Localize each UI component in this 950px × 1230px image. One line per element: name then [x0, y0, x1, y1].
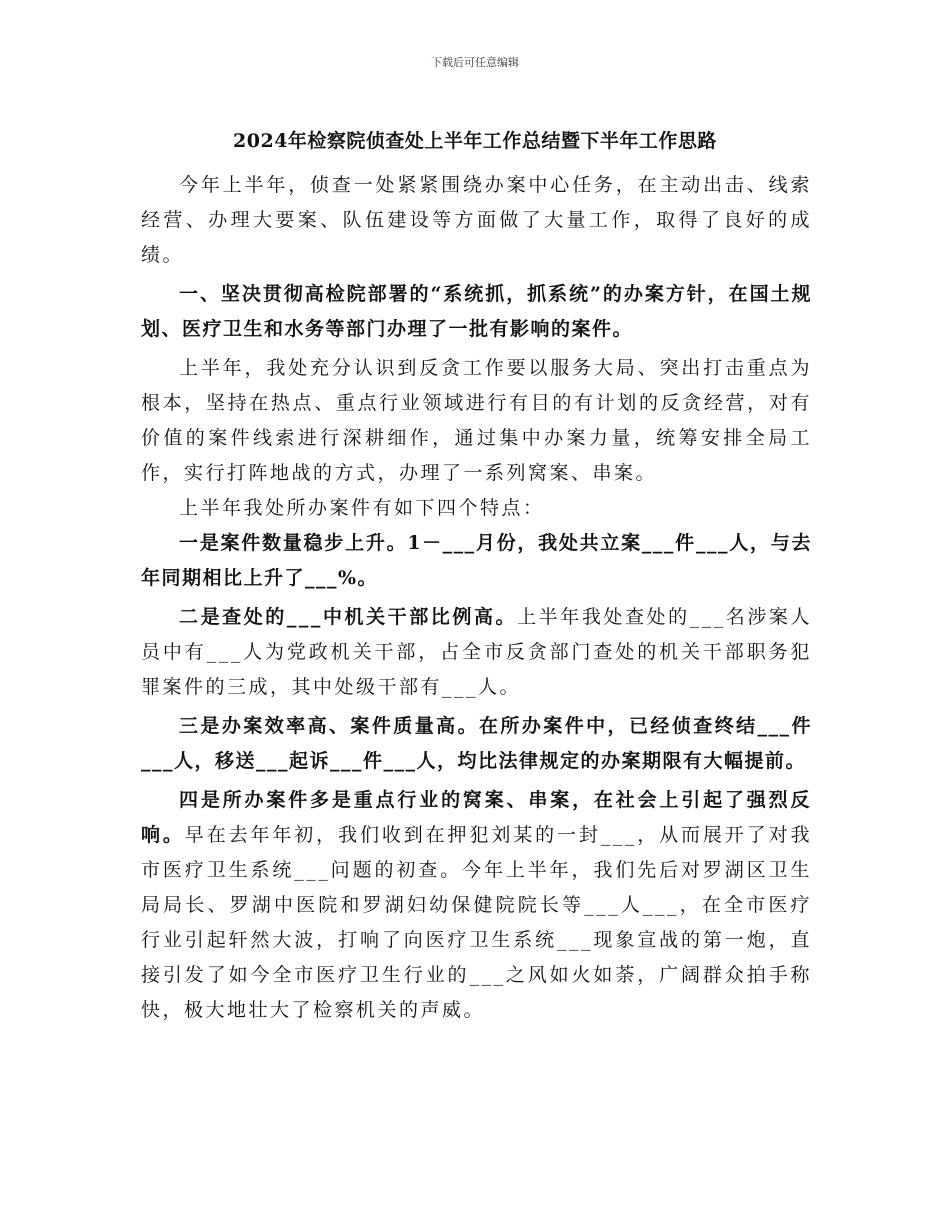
document-title: 2024年检察院侦查处上半年工作总结暨下半年工作思路: [233, 130, 717, 152]
section-heading-1: 一、坚决贯彻高检院部署的“系统抓，抓系统”的办案方针，在国土规划、医疗卫生和水务等部门办理了一批有影响的案件。: [141, 283, 812, 340]
paragraph-features-intro: 上半年我处所办案件有如下四个特点：: [179, 497, 545, 519]
feature-4-text: 早在去年年初，我们收到在押犯刘某的一封___，从而展开了对我市医疗卫生系统___问题的初查。今年上半年，我们先后对罗湖区卫生局局长、罗湖中医院和罗湖妇幼保健院院长等___人___，在全市医疗行业引起轩然大波，打响了向医疗卫生系统___现象宣战的第一炮，直接引发了如今全市医疗卫生行业的___之风如火如荼，广阔群众拍手称快，极大地壮大了检察机关的声威。: [141, 824, 812, 1021]
feature-2-lead: 二是查处的___中机关干部比例高。: [179, 606, 518, 628]
paragraph-intro: 今年上半年，侦查一处紧紧围绕办案中心任务，在主动出击、线索经营、办理大要案、队伍建设等方面做了大量工作，取得了良好的成绩。: [141, 174, 812, 266]
feature-3: 三是办案效率高、案件质量高。在所办案件中，已经侦查终结___件___人，移送___起诉___件___人，均比法律规定的办案期限有大幅提前。: [141, 715, 812, 772]
feature-4-lead: 四是所办案件多是重点行业的窝案、串案，在社会上引起了强烈反响。: [141, 789, 812, 846]
feature-2-text: 上半年我处查处的___名涉案人员中有___人为党政机关干部，占全市反贪部门查处的机关干部职务犯罪案件的三成，其中处级干部有___人。: [141, 606, 812, 698]
document-body: [141, 168, 812, 1028]
header-note: 下载后可任意编辑: [431, 56, 519, 69]
paragraph-section-1: 上半年，我处充分认识到反贪工作要以服务大局、突出打击重点为根本，坚持在热点、重点行业领域进行有目的有计划的反贪经营，对有价值的案件线索进行深耕细作，通过集中办案力量，统筹安排全局工作，实行打阵地战的方式，办理了一系列窝案、串案。: [141, 357, 812, 484]
feature-2: [141, 600, 812, 705]
feature-1: 一是案件数量稳步上升。1－___月份，我处共立案___件___人，与去年同期相比上升了___%。: [141, 532, 812, 589]
feature-4: [141, 783, 812, 1028]
